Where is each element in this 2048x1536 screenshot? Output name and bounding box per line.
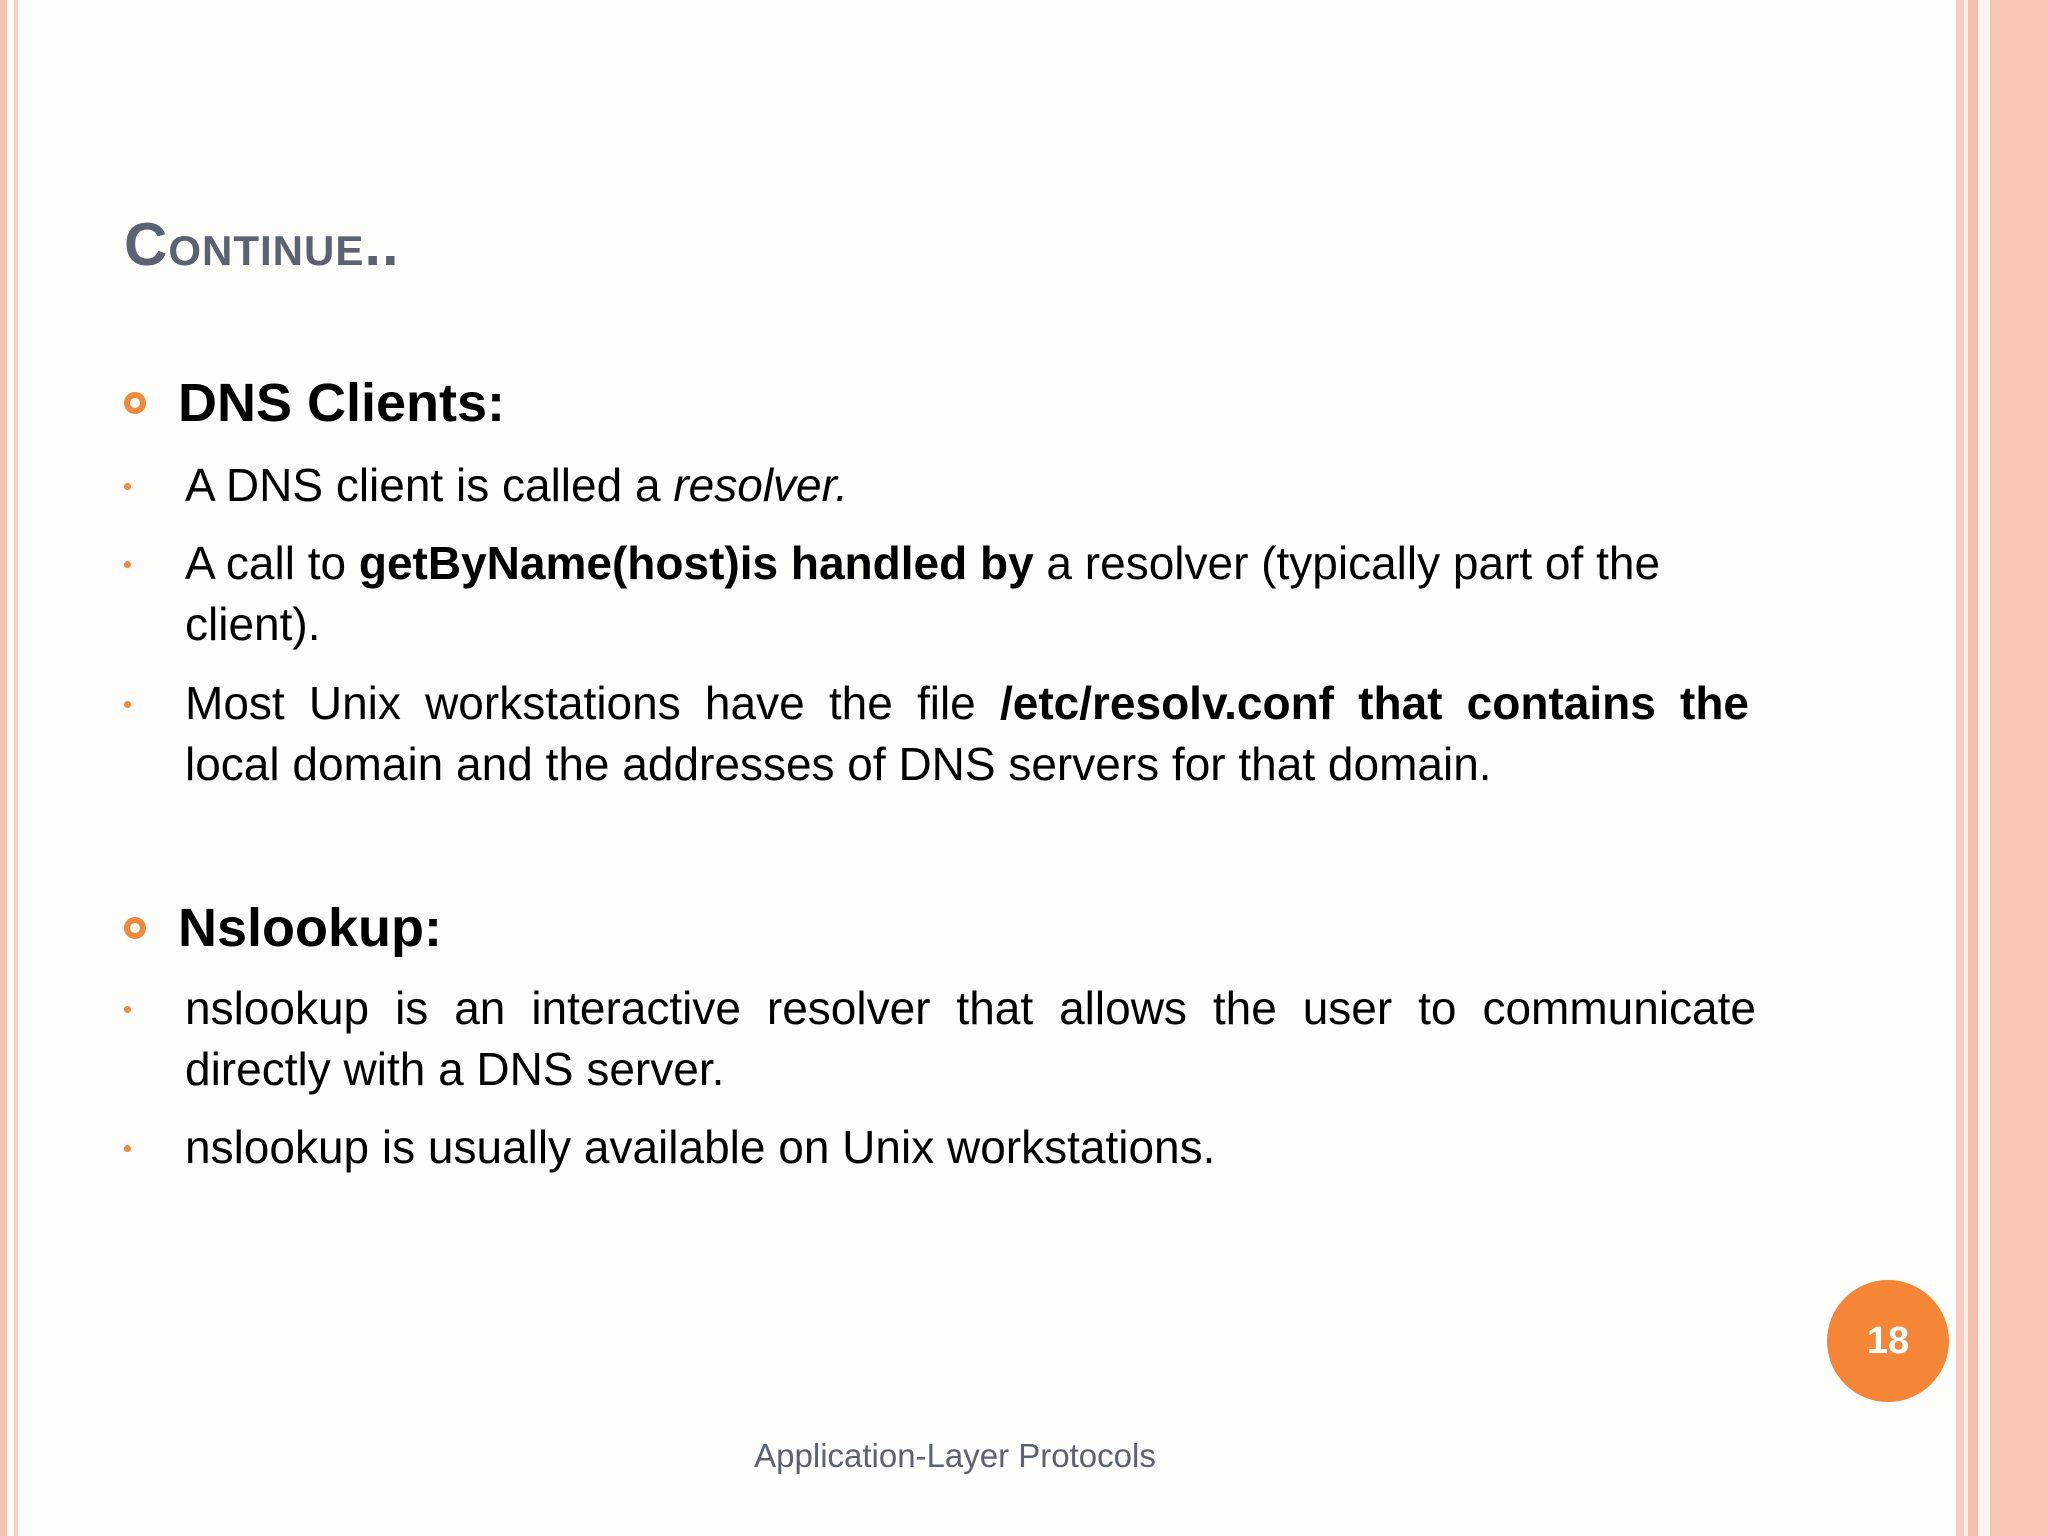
text-run: nslookup is an interactive resolver that allows the user to communicate directly with a DNS server. xyxy=(185,982,1756,1095)
text-run-bold: getByName(host)is handled by xyxy=(358,537,1034,589)
slide-title: Continue.. xyxy=(124,211,400,278)
text-run: A call to xyxy=(185,537,359,589)
text-run: Most Unix workstations have the file xyxy=(185,677,1000,729)
bullet-text xyxy=(185,455,1749,516)
text-run: local domain and the addresses of DNS servers for that domain. xyxy=(185,738,1492,790)
bullet-text xyxy=(185,533,1749,655)
list-item xyxy=(124,455,1749,516)
text-run-italic: resolver. xyxy=(673,459,849,511)
bullet-text xyxy=(185,1117,1749,1178)
bullet-dot-icon xyxy=(124,701,131,708)
left-border xyxy=(0,0,7,1536)
section-heading-nslookup xyxy=(124,897,1764,959)
bullet-dot-icon xyxy=(124,483,131,490)
list-item xyxy=(124,1117,1749,1178)
text-run: a resolver (typically part of the client). xyxy=(185,537,1661,650)
section-heading-dns-clients xyxy=(124,372,1764,434)
text-run-bold: /etc/resolv.conf that contains the xyxy=(999,677,1749,729)
section-heading-text: DNS Clients: xyxy=(178,373,506,433)
bullet-dot-icon xyxy=(124,1145,131,1152)
bullet-dot-icon xyxy=(124,561,131,568)
right-stripe xyxy=(1990,0,2048,1536)
page-number-badge: 18 xyxy=(1827,1280,1949,1402)
footer-text: Application-Layer Protocols xyxy=(754,1437,1156,1474)
ring-bullet-icon xyxy=(124,392,146,414)
text-run: A DNS client is called a xyxy=(185,459,674,511)
right-stripe xyxy=(1968,0,1978,1536)
right-stripe xyxy=(1978,0,1990,1536)
text-run: nslookup is usually available on Unix workstations. xyxy=(185,1121,1216,1173)
bullet-text xyxy=(185,978,1756,1100)
list-item xyxy=(124,533,1749,655)
left-border-inner xyxy=(14,0,18,1536)
list-item xyxy=(124,978,1756,1100)
bullet-text xyxy=(185,673,1749,795)
bullet-dot-icon xyxy=(124,1006,131,1013)
section-heading-text: Nslookup: xyxy=(178,898,442,958)
right-stripe xyxy=(1956,0,1964,1536)
list-item xyxy=(124,673,1749,795)
ring-bullet-icon xyxy=(124,917,146,939)
